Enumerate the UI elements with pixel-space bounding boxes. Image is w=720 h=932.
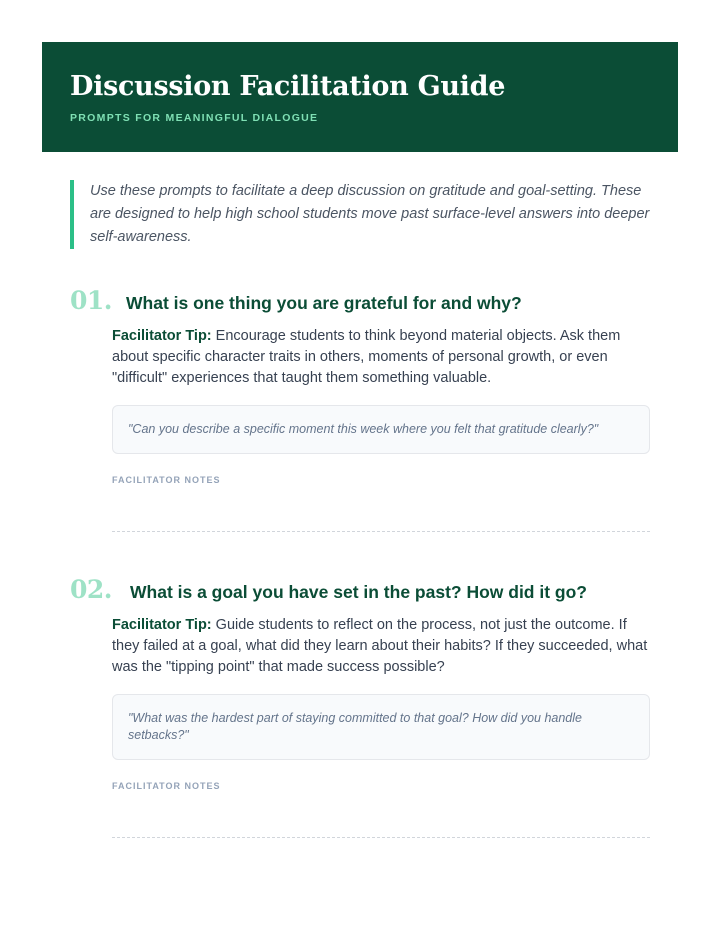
prompt-number: 02. bbox=[70, 575, 112, 604]
page-subtitle: PROMPTS FOR MEANINGFUL DIALOGUE bbox=[70, 112, 319, 124]
tip-text: Encourage students to think beyond material objects. Ask them about specific character traits in others, moments of personal growth, or even "difficult" experiences that taught them something valuable. bbox=[112, 328, 621, 386]
tip-label: Facilitator Tip: bbox=[112, 617, 212, 633]
facilitator-notes-label: FACILITATOR NOTES bbox=[112, 781, 221, 791]
intro-blockquote: Use these prompts to facilitate a deep discussion on gratitude and goal-setting. These are designed to help high school students move past surface-level answers into deeper self-awareness. bbox=[70, 180, 650, 249]
follow-up-question-box: "What was the hardest part of staying committed to that goal? How did you handle setbacks?" bbox=[112, 694, 650, 760]
facilitator-tip bbox=[112, 326, 650, 389]
facilitator-tip bbox=[112, 615, 650, 678]
page-header bbox=[42, 42, 678, 152]
facilitator-notes-label: FACILITATOR NOTES bbox=[112, 475, 221, 485]
follow-up-question-box: "Can you describe a specific moment this week where you felt that gratitude clearly?" bbox=[112, 405, 650, 454]
notes-divider bbox=[112, 531, 650, 532]
prompt-number: 01. bbox=[70, 286, 112, 315]
prompt-1 bbox=[70, 286, 650, 532]
prompt-body bbox=[112, 615, 650, 838]
notes-divider bbox=[112, 837, 650, 838]
prompt-2 bbox=[70, 575, 650, 838]
prompt-body bbox=[112, 326, 650, 532]
page-title: Discussion Facilitation Guide bbox=[70, 71, 506, 102]
tip-text: Guide students to reflect on the process, not just the outcome. If they failed at a goal, what did they learn about their habits? If they succeeded, what was the "tipping point" that made success possible? bbox=[112, 617, 648, 675]
prompt-heading bbox=[70, 286, 650, 318]
prompt-heading bbox=[70, 575, 650, 607]
tip-label: Facilitator Tip: bbox=[112, 328, 212, 344]
prompt-question: What is a goal you have set in the past? How did it go? bbox=[130, 582, 587, 602]
prompt-question: What is one thing you are grateful for and why? bbox=[126, 293, 522, 313]
